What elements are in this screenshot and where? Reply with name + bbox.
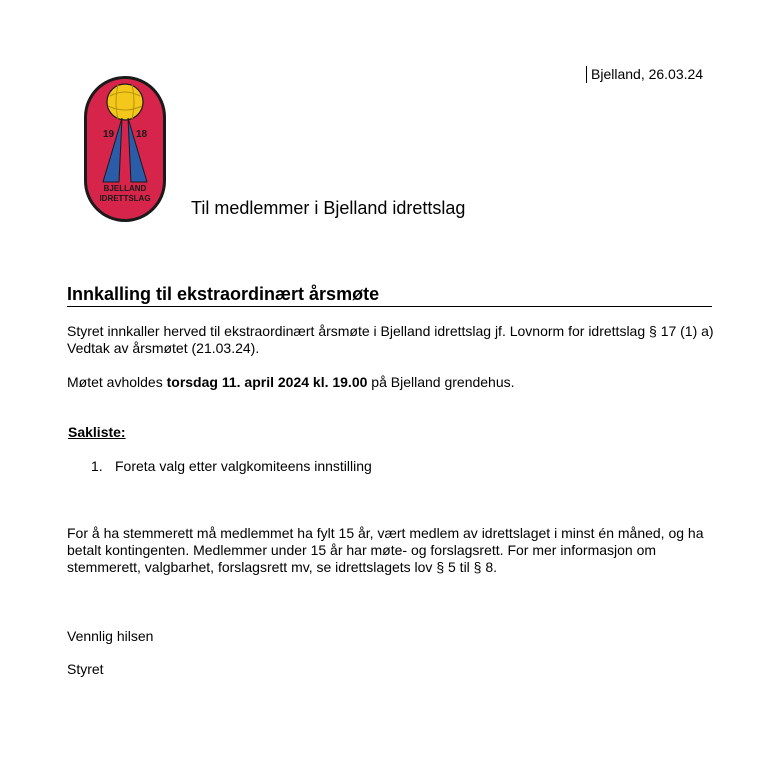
agenda-item	[91, 458, 372, 475]
logo-name-line2: IDRETTSLAG	[99, 194, 151, 203]
agenda-item-number: 1.	[91, 458, 103, 474]
intro-paragraph: Styret innkaller herved til ekstraordinært årsmøte i Bjelland idrettslag jf. Lovnorm for idrettslag § 17 (1) a) Vedtak av årsmøtet (21.03.24).	[67, 323, 714, 356]
page-title: Innkalling til ekstraordinært årsmøte	[67, 284, 712, 307]
meeting-when: torsdag 11. april 2024 kl. 19.00	[166, 374, 368, 390]
recipient-line: Til medlemmer i Bjelland idrettslag	[191, 198, 466, 218]
meeting-suffix: på Bjelland grendehus.	[367, 374, 515, 390]
agenda-item-text: Foreta valg etter valgkomiteens innstilling	[115, 458, 372, 474]
logo-name-line1: BJELLAND	[103, 184, 147, 193]
meeting-prefix: Møtet avholdes	[67, 374, 167, 390]
logo-year-right: 18	[136, 129, 148, 140]
voting-info-paragraph: For å ha stemmerett må medlemmet ha fylt 15 år, vært medlem av idrettslaget i minst én måned, og ha betalt kontingenten. Medlemmer under 15 år har møte- og forslagsrett. For mer informasjon om stemmerett, valgbarhet, forslagsrett mv, se idrettslagets lov § 5 til § 8.	[67, 525, 704, 575]
agenda-title: Sakliste:	[68, 424, 126, 440]
closing-signature: Styret	[67, 661, 104, 677]
club-logo	[82, 74, 168, 224]
closing-greeting: Vennlig hilsen	[67, 628, 154, 644]
logo-year-left: 19	[103, 129, 115, 140]
meeting-paragraph	[67, 374, 717, 391]
date-line: Bjelland, 26.03.24	[586, 66, 703, 83]
